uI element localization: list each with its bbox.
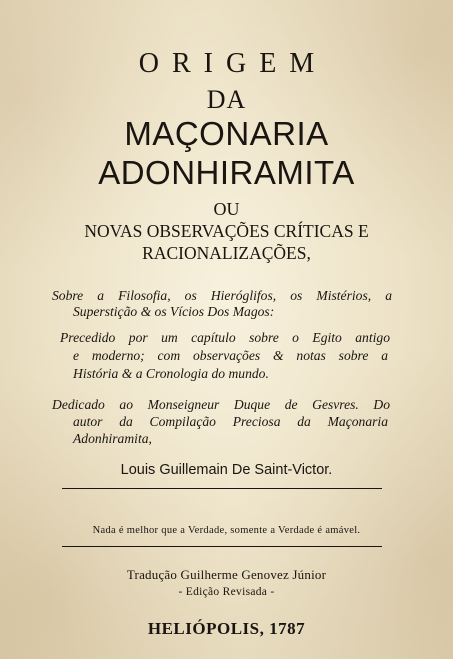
title-origem: ORIGEM [138,48,328,79]
description-p2-line-1: Precedido por um capítulo sobre o Egito antigo [60,330,390,345]
title-adonhiramita: ADONHIRAMITA [98,154,355,191]
description-p1-line-2: Superstição & os Vícios Dos Magos: [73,304,275,319]
subtitle-line-2: RACIONALIZAÇÕES, [142,243,311,263]
description-p2-line-3: História & a Cronologia do mundo. [73,366,269,381]
description-p1-line-1: Sobre a Filosofia, os Hieróglifos, os Mistérios, a [52,288,392,303]
title-da: DA [206,85,247,114]
description-p3-line-1: Dedicado ao Monseigneur Duque de Gesvres. Do [52,397,390,412]
motto: Nada é melhor que a Verdade, somente a Verdade é amável. [92,525,361,536]
translator-credit: Tradução Guilherme Genovez Júnior [126,567,327,582]
title-maconaria: MAÇONARIA [124,115,329,152]
author-name: Louis Guillemain De Saint-Victor. [120,462,333,478]
title-connector-ou: OU [213,199,240,219]
edition-note: - Edição Revisada - [178,586,275,598]
subtitle-line-1: NOVAS OBSERVAÇÕES CRÍTICAS E [84,221,369,241]
description-p3-line-2: autor da Compilação Preciosa da Maçonaria [73,414,388,429]
description-p3-line-3: Adonhiramita, [73,431,152,446]
imprint: HELIÓPOLIS, 1787 [147,619,306,638]
description-p2-line-2: e moderno; com observações & notas sobre a [73,348,388,363]
divider-top [62,488,382,489]
divider-bottom [62,546,382,547]
